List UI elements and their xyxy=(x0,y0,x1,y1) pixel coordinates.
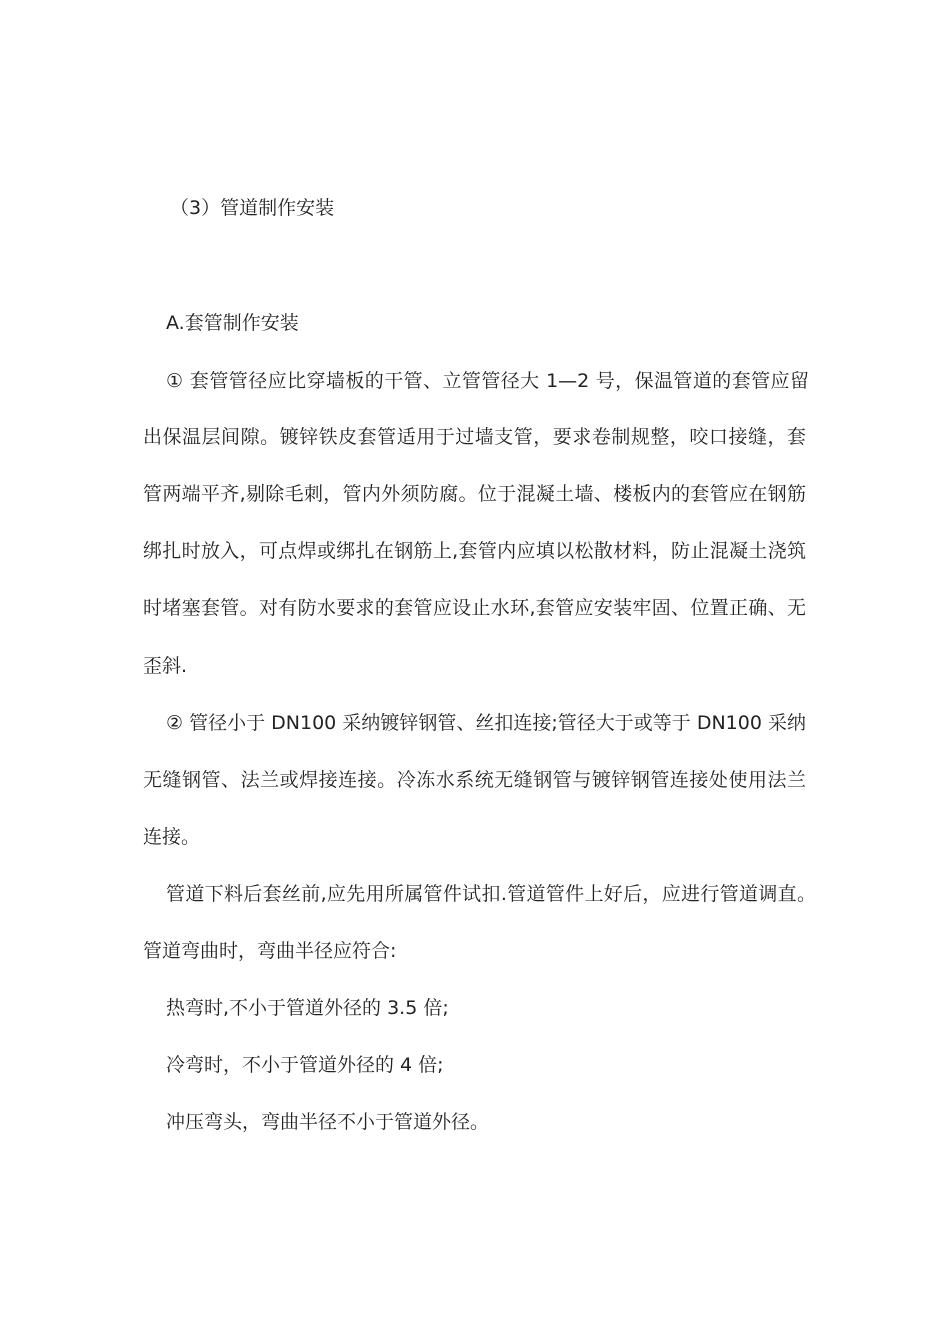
paragraph-line: 出保温层间隙。镀锌铁皮套管适用于过墙支管，要求卷制规整，咬口接缝，套 xyxy=(143,426,806,448)
paragraph-line: 管道弯曲时，弯曲半径应符合: xyxy=(143,940,397,962)
paragraph-line: 歪斜. xyxy=(143,655,188,677)
paragraph-line: 管两端平齐,剔除毛刺，管内外须防腐。位于混凝土墙、楼板内的套管应在钢筋 xyxy=(143,483,806,505)
subsection-heading: A.套管制作安装 xyxy=(166,312,299,334)
list-item: 冲压弯头，弯曲半径不小于管道外径。 xyxy=(166,1111,490,1133)
paragraph-line: 绑扎时放入，可点焊或绑扎在钢筋上,套管内应填以松散材料，防止混凝土浇筑 xyxy=(143,540,806,562)
paragraph-line: ① 套管管径应比穿墙板的干管、立管管径大 1—2 号，保温管道的套管应留 xyxy=(166,370,809,392)
paragraph-line: ② 管径小于 DN100 采纳镀锌钢管、丝扣连接;管径大于或等于 DN100 采纳 xyxy=(166,712,806,734)
section-heading: （3）管道制作安装 xyxy=(170,197,335,219)
paragraph-line: 时堵塞套管。对有防水要求的套管应设止水环,套管应安装牢固、位置正确、无 xyxy=(143,597,806,619)
list-item: 冷弯时，不小于管道外径的 4 倍; xyxy=(166,1054,444,1076)
paragraph-line: 无缝钢管、法兰或焊接连接。冷冻水系统无缝钢管与镀锌钢管连接处使用法兰 xyxy=(143,769,806,791)
paragraph-line: 连接。 xyxy=(143,826,201,848)
list-item: 热弯时,不小于管道外径的 3.5 倍; xyxy=(166,997,449,1019)
paragraph-line: 管道下料后套丝前,应先用所属管件试扣.管道管件上好后，应进行管道调直。 xyxy=(166,883,816,905)
